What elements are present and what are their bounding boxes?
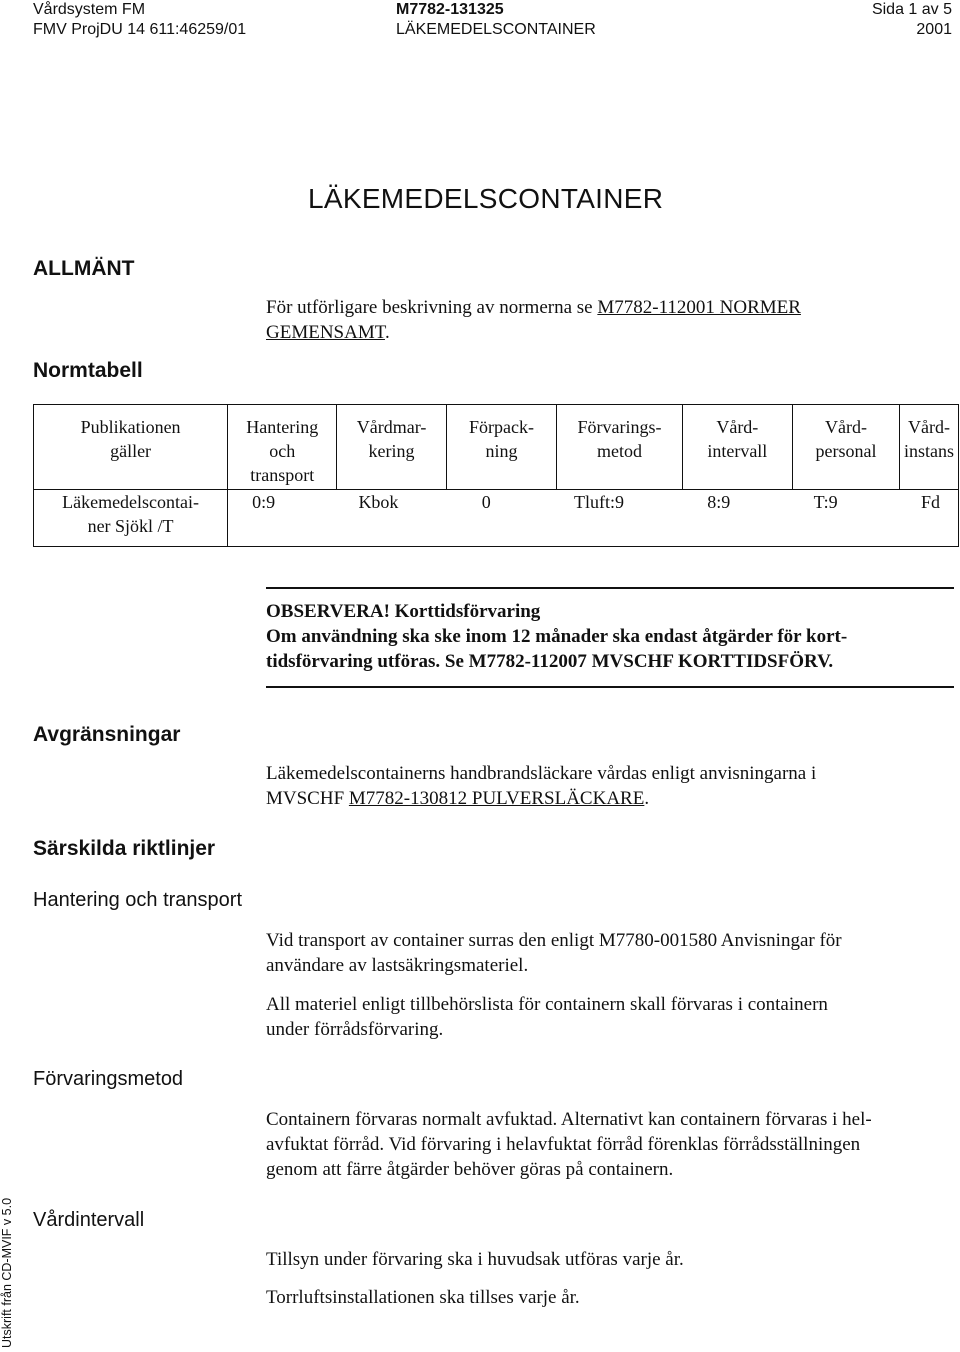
allmant-text-before: För utförligare beskrivning av normerna se bbox=[266, 297, 598, 318]
observera-note bbox=[266, 599, 956, 674]
col-header-text: personal bbox=[815, 441, 877, 461]
forvaringsmetod-line: genom att färre åtgärder behöver göras på containern. bbox=[266, 1159, 674, 1180]
col-header-vardintervall bbox=[682, 405, 793, 490]
subheading-hantering-transport: Hantering och transport bbox=[33, 889, 243, 911]
value-vardmarkering: Kbok bbox=[358, 492, 399, 512]
header-system: Vårdsystem FM bbox=[33, 1, 146, 18]
value-forpackning: 0 bbox=[481, 492, 491, 512]
row-label-publication bbox=[34, 490, 228, 547]
col-header-hantering bbox=[228, 405, 337, 490]
col-header-text: intervall bbox=[707, 441, 768, 461]
col-header-forvaringsmetod bbox=[557, 405, 682, 490]
header-project: FMV ProjDU 14 611:46259/01 bbox=[33, 21, 247, 38]
col-header-text: ning bbox=[485, 441, 518, 461]
note-top-rule bbox=[266, 587, 954, 589]
col-header-text: Vårdmar- bbox=[356, 417, 427, 437]
print-footer-vertical: Utskrift från CD-MVIF v 5.0 bbox=[0, 1197, 14, 1348]
subheading-forvaringsmetod: Förvaringsmetod bbox=[33, 1068, 184, 1090]
col-header-forpackning bbox=[446, 405, 557, 490]
row-values bbox=[232, 490, 954, 514]
col-header-text: kering bbox=[368, 441, 415, 461]
avgransningar-line: Läkemedelscontainerns handbrandsläckare vårdas enligt anvisningarna i bbox=[266, 763, 817, 784]
hantering-line: All materiel enligt tillbehörslista för containern skall förvaras i containern bbox=[266, 994, 828, 1015]
col-header-text: Vård- bbox=[825, 417, 868, 437]
normer-gemensamt-link-cont[interactable]: GEMENSAMT bbox=[266, 322, 385, 343]
col-header-text: Vård- bbox=[716, 417, 759, 437]
col-header-text: Förvarings- bbox=[577, 417, 662, 437]
hantering-line: under förrådsförvaring. bbox=[266, 1019, 444, 1040]
note-line: OBSERVERA! Korttidsförvaring bbox=[266, 601, 541, 622]
value-forvaringsmetod: Tluft:9 bbox=[574, 492, 624, 512]
avgransningar-prefix: MVSCHF bbox=[266, 788, 349, 809]
allmant-text bbox=[266, 295, 956, 345]
note-line: tidsförvaring utföras. Se M7782-112007 MVSCHF KORTTIDSFÖRV. bbox=[266, 651, 834, 672]
col-header-text: Publikationen bbox=[80, 417, 181, 437]
section-heading-allmant: ALLMÄNT bbox=[33, 257, 135, 280]
section-heading-sarskilda-riktlinjer: Särskilda riktlinjer bbox=[33, 837, 216, 860]
document-title: LÄKEMEDELSCONTAINER bbox=[308, 183, 664, 214]
forvaringsmetod-line: avfuktat förråd. Vid förvaring i helavfuktat förråd förenklas förrådsställningen bbox=[266, 1134, 861, 1155]
header-doc-number: M7782-131325 bbox=[396, 1, 504, 18]
col-header-text: Vård- bbox=[908, 417, 950, 437]
col-header-text: och bbox=[269, 441, 296, 461]
pulverslackare-link[interactable]: M7782-130812 PULVERSLÄCKARE bbox=[348, 788, 645, 809]
col-header-text: Hantering bbox=[246, 417, 319, 437]
note-line: Om användning ska ske inom 12 månader ska endast åtgärder för kort- bbox=[266, 626, 848, 647]
col-header-text: transport bbox=[250, 465, 315, 485]
avgransningar-suffix: . bbox=[644, 788, 650, 809]
normer-gemensamt-link[interactable]: M7782-112001 NORMER bbox=[597, 297, 801, 318]
value-vardpersonal: T:9 bbox=[813, 492, 838, 512]
col-header-vardinstans bbox=[899, 405, 958, 490]
row-label-text: ner Sjökl /T bbox=[87, 516, 174, 536]
hantering-paragraph-2 bbox=[266, 992, 956, 1042]
hantering-line: Vid transport av container surras den enligt M7780-001580 Anvisningar för bbox=[266, 930, 842, 951]
norm-table-data-row bbox=[34, 490, 959, 547]
value-vardintervall: 8:9 bbox=[707, 492, 731, 512]
col-header-vardpersonal bbox=[793, 405, 900, 490]
forvaringsmetod-text bbox=[266, 1107, 956, 1182]
section-heading-normtabell: Normtabell bbox=[33, 359, 143, 382]
value-vardinstans: Fd bbox=[920, 492, 940, 512]
header-year: 2001 bbox=[916, 21, 952, 38]
avgransningar-line bbox=[266, 786, 956, 811]
row-label-text: Läkemedelscontai- bbox=[62, 492, 200, 512]
norm-table-header-row bbox=[34, 405, 959, 490]
row-values-cell bbox=[228, 490, 959, 547]
allmant-text-after: . bbox=[384, 322, 390, 343]
header-page: Sida 1 av 5 bbox=[871, 1, 952, 18]
col-header-text: gäller bbox=[110, 441, 152, 461]
vardintervall-line-1: Tillsyn under förvaring ska i huvudsak utföras varje år. bbox=[266, 1249, 684, 1270]
note-bottom-rule bbox=[266, 686, 954, 688]
hantering-paragraph-1 bbox=[266, 928, 956, 978]
forvaringsmetod-line: Containern förvaras normalt avfuktad. Alternativt kan containern förvaras i hel- bbox=[266, 1109, 872, 1130]
value-hantering: 0:9 bbox=[252, 492, 276, 512]
col-header-text: Förpack- bbox=[469, 417, 535, 437]
avgransningar-text bbox=[266, 761, 956, 811]
col-header-text: instans bbox=[903, 441, 954, 461]
col-header-text: metod bbox=[597, 441, 642, 461]
vardintervall-line-2: Torrluftsinstallationen ska tillses varje år. bbox=[266, 1287, 580, 1308]
col-header-vardmarkering bbox=[337, 405, 446, 490]
norm-table bbox=[33, 404, 959, 547]
hantering-line: användare av lastsäkringsmateriel. bbox=[266, 955, 529, 976]
col-header-publikationen bbox=[34, 405, 228, 490]
subheading-vardintervall: Vårdintervall bbox=[33, 1209, 145, 1231]
section-heading-avgransningar: Avgränsningar bbox=[33, 723, 181, 746]
header-doc-name: LÄKEMEDELSCONTAINER bbox=[396, 21, 596, 38]
